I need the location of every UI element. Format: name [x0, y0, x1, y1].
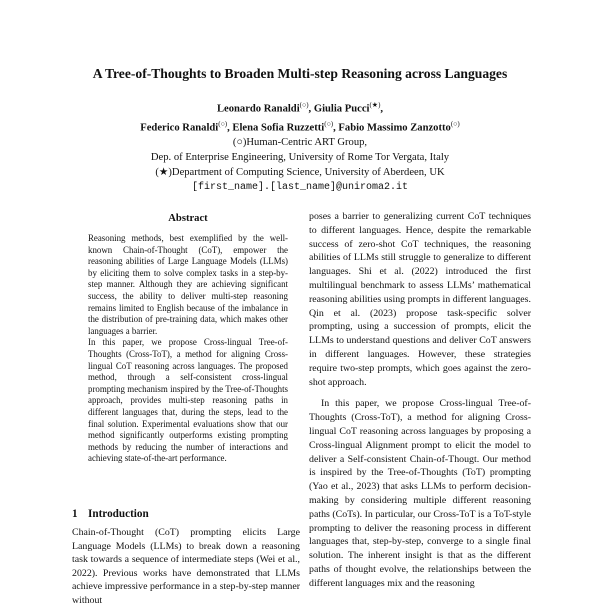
- paper-title: A Tree-of-Thoughts to Broaden Multi-step Reasoning across Languages: [92, 66, 508, 81]
- abstract-heading: Abstract: [168, 213, 208, 224]
- author-mark: (○): [218, 119, 228, 128]
- affiliation-line: (○)Human-Centric ART Group,: [232, 137, 368, 149]
- author-name: Fabio Massimo Zanzotto: [338, 122, 451, 134]
- intro-paragraph: Chain-of-Thought (CoT) prompting elicits Large Language Models (LLMs) to break down a reasoning task towards a sequence of intermediate steps (Wei et al., 2022). Previous works have demonstrated that LLMs achieve impressive performance in a step-by-step manner without: [72, 527, 300, 606]
- right-column-clip: [309, 210, 531, 600]
- author-name: Giulia Pucci: [313, 103, 370, 115]
- section-number: 1: [72, 508, 78, 520]
- author-separator: ,: [333, 122, 339, 134]
- author-name: Leonardo Ranaldi: [216, 103, 300, 115]
- author-block: [60, 98, 540, 195]
- right-column: [309, 210, 531, 591]
- intro-body: [72, 526, 300, 608]
- author-mark: (○): [299, 101, 309, 109]
- abstract-paragraph: In this paper, we propose Cross-lingual Tree-of-Thoughts (Cross-ToT), a method for aligning Cross-lingual CoT reasoning across languages. The proposed method, through a self-consistent cross-lingual prompting mechanism inspired by the Tree-of-Thoughts approach, provides multi-step reasoning paths in different languages that, during the steps, lead to the final solution. Experimental evaluations show that our method significantly outperforms existing prompting methods by reducing the number of interactions and achieving state-of-the-art performance.: [88, 337, 288, 464]
- intro-clip: [72, 526, 300, 606]
- abstract-paragraph: Reasoning methods, best exemplified by the well-known Chain-of-Thought (CoT), empower the reasoning abilities of Large Language Models (LLMs) by eliciting them to solve complex tasks in a step-by-step manner. Although they are achieving significant success, the ability to deliver multi-step reasoning remains limited to English because of the imbalance in the distribution of pre-training data, which makes other languages a barrier.: [88, 233, 288, 336]
- author-separator: ,: [227, 122, 233, 134]
- body-paragraph: In this paper, we propose Cross-lingual Tree-of-Thoughts (Cross-ToT), a method for aligning Cross-lingual CoT reasoning across languages by proposing a Cross-lingual Alignment prompt to elicit the model to deliver a Self-consistent Chain-of-Thougt. Our method is inspired by the Tree-of-Thoughts (ToT) prompting (Yao et al., 2023) that asks LLMs to perform decision-making by considering multiple different reasoning paths (CoTs). In particular, our Cross-ToT is a ToT-style prompting to deliver the reasoning process in different languages that, step-by-step, converge to a single final solution. The inherent insight is that as the different paths of thought evolve, the relationships between the different languages mix and the reasoning: [309, 398, 531, 589]
- body-paragraph: poses a barrier to generalizing current CoT techniques to different languages. Hence, despite the remarkable success of zero-shot CoT techniques, the reasoning abilities of LLMs still struggle to generalize to different languages. Shi et al. (2022) introduced the first multilingual benchmark to assess LLMs’ mathematical reasoning abilities using prompts in different languages. Qin et al. (2023) propose task-specific solver prompting, using a succession of prompts, elicit the LLMs to understand questions and deliver CoT answers in different languages. However, these strategies require two-step prompts, which goes against the zero-shot approach.: [309, 211, 531, 388]
- author-mark: (○): [450, 119, 460, 128]
- author-name: Federico Ranaldi: [140, 122, 219, 134]
- authors-line-1: [60, 98, 540, 117]
- author-mark: (○): [324, 119, 334, 128]
- author-separator: ,: [380, 103, 384, 115]
- affiliation-line: (★)Department of Computing Science, University of Aberdeen, UK: [155, 167, 445, 179]
- section-title: Introduction: [88, 508, 149, 520]
- authors-line-2: [60, 117, 540, 136]
- author-separator: ,: [308, 103, 314, 115]
- author-name: Elena Sofia Ruzzetti: [232, 122, 325, 134]
- author-email: [first_name].[last_name]@uniroma2.it: [191, 182, 409, 194]
- affiliation-line: Dep. of Enterprise Engineering, University of Rome Tor Vergata, Italy: [150, 152, 450, 164]
- abstract-body: [88, 233, 288, 465]
- author-mark: (★): [369, 101, 381, 109]
- section-heading-introduction: [72, 507, 292, 521]
